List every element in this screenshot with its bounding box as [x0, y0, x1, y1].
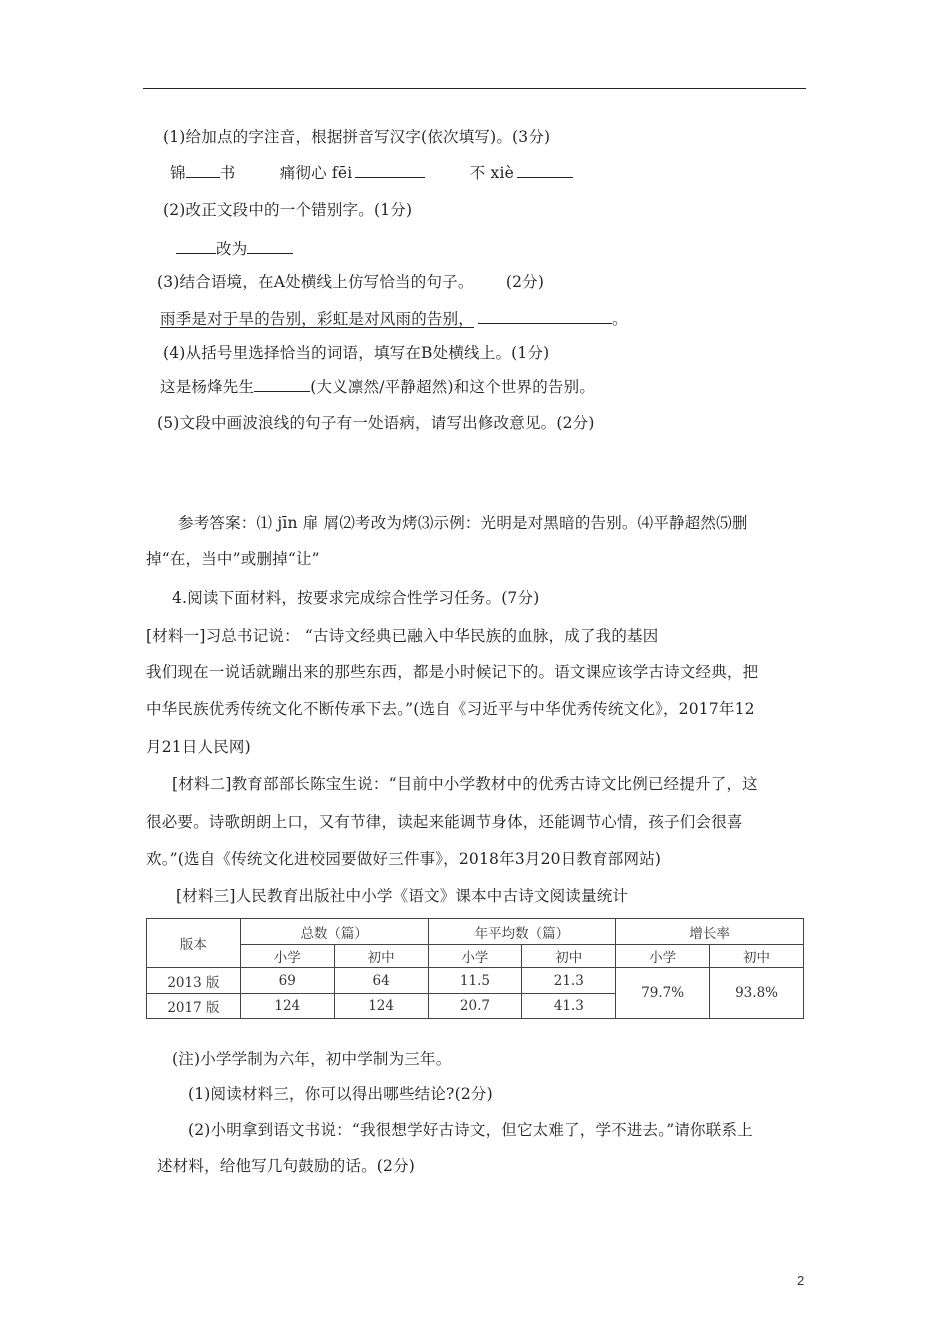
- table-cell-edition: 2013 版: [147, 968, 241, 994]
- table-cell: 124: [334, 994, 428, 1019]
- q1-item3: 不 xiè: [469, 164, 514, 182]
- q4-post: (大义凛然/平静超然)和这个世界的告别。: [310, 378, 596, 396]
- material1-line-4: 月21日人民网): [146, 738, 251, 756]
- q1-item2: 痛彻心 fēi: [279, 164, 353, 182]
- q3-end-mark: 。: [612, 310, 628, 328]
- table-row: [147, 968, 804, 994]
- subquestion-2-line-1: (2)小明拿到语文书说：“我很想学好古诗文，但它太难了，学不进去。”请你联系上: [188, 1121, 753, 1139]
- table-subheader-primary: 小学: [428, 945, 522, 968]
- q1-items: [170, 162, 573, 184]
- q5-title: (5)文段中画波浪线的句子有一处语病，请写出修改意见。(2分): [157, 414, 595, 432]
- table-cell-growth-primary: 79.7%: [616, 968, 710, 1019]
- material2-line-2: 很必要。诗歌朗朗上口，又有节律，读起来能调节身体，还能调节心情，孩子们会很喜: [146, 813, 743, 831]
- answer-line-2: 掉“在，当中”或删掉“让”: [146, 550, 320, 568]
- table-header-edition: 版本: [147, 919, 241, 968]
- q4-blank-b[interactable]: [254, 376, 310, 392]
- table-subheader-middle: 初中: [710, 945, 804, 968]
- table-cell-growth-middle: 93.8%: [710, 968, 804, 1019]
- material3-title: [材料三]人民教育出版社中小学《语文》课本中古诗文阅读量统计: [176, 887, 629, 905]
- material1-line-3: 中华民族优秀传统文化不断传承下去。”(选自《习近平与中华优秀传统文化》，2017年12: [146, 700, 755, 718]
- q1-blank-1[interactable]: [186, 162, 220, 178]
- header-rule: [143, 88, 806, 89]
- q3-sentence: 雨季是对于旱的告别，彩虹是对风雨的告别，: [160, 310, 475, 328]
- page-number: 2: [797, 1273, 805, 1288]
- table-cell: 69: [240, 968, 334, 994]
- table-cell: 11.5: [428, 968, 522, 994]
- q3-title-line: [157, 271, 544, 293]
- q1-item1-a: 锦: [170, 164, 186, 182]
- answer-line-1: 参考答案：⑴ jīn 扉 屑⑵考改为烤⑶示例：光明是对黑暗的告别。⑷平静超然⑸删: [178, 514, 748, 532]
- q3-score: (2分): [505, 273, 545, 291]
- material2-line-1: [材料二]教育部部长陈宝生说：“目前中小学教材中的优秀古诗文比例已经提升了，这: [172, 775, 758, 793]
- subquestion-1: (1)阅读材料三，你可以得出哪些结论?(2分): [188, 1085, 493, 1103]
- material1-line-2: 我们现在一说话就蹦出来的那些东西，都是小时候记下的。语文课应该学古诗文经典，把: [146, 663, 759, 681]
- q2-fix-text: 改为: [216, 240, 248, 258]
- table-note: (注)小学学制为六年，初中学制为三年。: [172, 1050, 452, 1068]
- q1-blank-3[interactable]: [517, 162, 573, 178]
- table-subheader-middle: 初中: [522, 945, 616, 968]
- q2-blank-correct[interactable]: [247, 238, 293, 254]
- q4-pre: 这是杨烽先生: [160, 378, 255, 396]
- material1-line-1: [材料一]习总书记说： “古诗文经典已融入中华民族的血脉，成了我的基因: [146, 627, 659, 645]
- q2-fix: [176, 238, 293, 260]
- subquestion-2-line-2: 述材料，给他写几句鼓励的话。(2分): [157, 1157, 416, 1175]
- table-header-total: 总数（篇）: [240, 919, 428, 945]
- table-subheader-primary: 小学: [616, 945, 710, 968]
- table-header-growth: 增长率: [616, 919, 804, 945]
- q2-blank-wrong[interactable]: [176, 238, 216, 254]
- reading-stats-table: [146, 918, 804, 1019]
- q3-blank-a[interactable]: [478, 308, 612, 324]
- q1-blank-2[interactable]: [355, 162, 425, 178]
- table-cell: 124: [240, 994, 334, 1019]
- table-cell: 21.3: [522, 968, 616, 994]
- q4-sentence-line: [160, 376, 595, 398]
- material2-line-3: 欢。”(选自《传统文化进校园要做好三件事》，2018年3月20日教育部网站): [146, 850, 662, 868]
- q2-title: (2)改正文段中的一个错别字。(1分): [163, 201, 413, 219]
- q1-title: (1)给加点的字注音，根据拼音写汉字(依次填写)。(3分): [163, 128, 551, 146]
- table-subheader-primary: 小学: [240, 945, 334, 968]
- q1-item1-b: 书: [219, 164, 236, 182]
- q4-title: (4)从括号里选择恰当的词语，填写在B处横线上。(1分): [163, 344, 550, 362]
- q3-title: (3)结合语境，在A处横线上仿写恰当的句子。: [157, 273, 474, 291]
- table-cell: 20.7: [428, 994, 522, 1019]
- table-cell: 41.3: [522, 994, 616, 1019]
- q3-sentence-line: [160, 308, 628, 330]
- section4-title: 4.阅读下面材料，按要求完成综合性学习任务。(7分): [172, 589, 540, 607]
- table-header-average: 年平均数（篇）: [428, 919, 616, 945]
- table-cell: 64: [334, 968, 428, 994]
- table-subheader-middle: 初中: [334, 945, 428, 968]
- table-cell-edition: 2017 版: [147, 994, 241, 1019]
